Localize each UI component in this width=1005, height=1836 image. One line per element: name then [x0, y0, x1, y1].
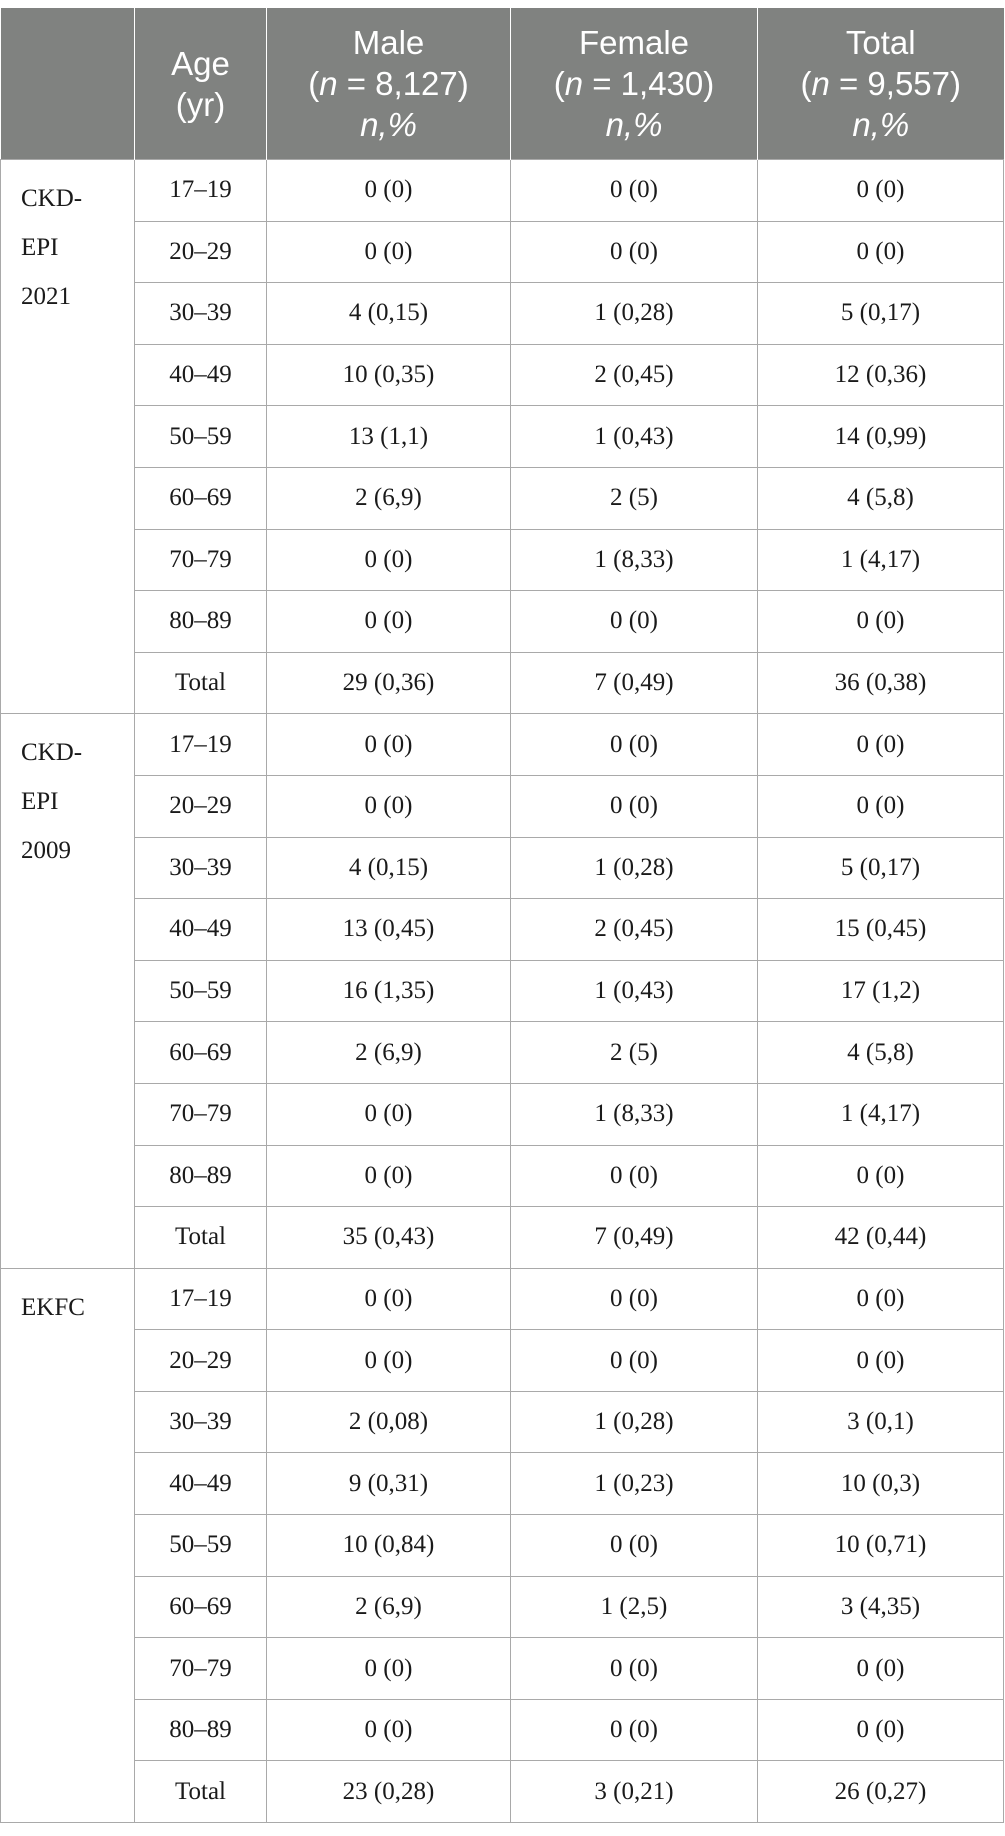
method-label-line: EKFC	[21, 1293, 85, 1321]
total-cell: 3 (0,1)	[758, 1391, 1004, 1453]
header-method	[1, 8, 135, 160]
header-female-n: (n = 1,430)	[553, 65, 715, 102]
method-cell	[1, 160, 135, 714]
age-cell: 17–19	[135, 1268, 267, 1330]
female-cell: 2 (0,45)	[511, 899, 758, 961]
table-row	[1, 1391, 1004, 1453]
table-row	[1, 652, 1004, 714]
header-total	[758, 8, 1004, 160]
table-row	[1, 1515, 1004, 1577]
total-cell: 1 (4,17)	[758, 529, 1004, 591]
female-cell: 1 (0,23)	[511, 1453, 758, 1515]
header-total-n: (n = 9,557)	[800, 65, 962, 102]
total-cell: 1 (4,17)	[758, 1083, 1004, 1145]
female-cell: 0 (0)	[511, 1268, 758, 1330]
age-cell: 30–39	[135, 837, 267, 899]
age-cell: 17–19	[135, 714, 267, 776]
male-cell: 0 (0)	[267, 1330, 511, 1392]
female-cell: 7 (0,49)	[511, 652, 758, 714]
male-cell: 35 (0,43)	[267, 1207, 511, 1269]
table-row	[1, 221, 1004, 283]
total-cell: 14 (0,99)	[758, 406, 1004, 468]
table-row	[1, 1268, 1004, 1330]
female-cell: 1 (2,5)	[511, 1576, 758, 1638]
female-cell: 0 (0)	[511, 714, 758, 776]
male-cell: 0 (0)	[267, 1699, 511, 1761]
age-cell: 30–39	[135, 283, 267, 345]
age-cell: Total	[135, 1207, 267, 1269]
male-cell: 0 (0)	[267, 1638, 511, 1700]
male-cell: 2 (0,08)	[267, 1391, 511, 1453]
male-cell: 0 (0)	[267, 160, 511, 222]
header-age-line2: (yr)	[175, 85, 226, 123]
table-row	[1, 1453, 1004, 1515]
male-cell: 2 (6,9)	[267, 467, 511, 529]
header-male	[267, 8, 511, 160]
male-cell: 0 (0)	[267, 591, 511, 653]
total-cell: 12 (0,36)	[758, 344, 1004, 406]
male-cell: 2 (6,9)	[267, 1022, 511, 1084]
age-cell: 40–49	[135, 899, 267, 961]
male-cell: 16 (1,35)	[267, 960, 511, 1022]
total-cell: 42 (0,44)	[758, 1207, 1004, 1269]
header-female	[511, 8, 758, 160]
age-cell: 70–79	[135, 529, 267, 591]
male-cell: 0 (0)	[267, 775, 511, 837]
age-cell: 60–69	[135, 1022, 267, 1084]
total-cell: 10 (0,3)	[758, 1453, 1004, 1515]
female-cell: 7 (0,49)	[511, 1207, 758, 1269]
age-cell: 60–69	[135, 467, 267, 529]
header-female-label: Female	[578, 24, 690, 61]
female-cell: 1 (0,43)	[511, 406, 758, 468]
male-cell: 0 (0)	[267, 529, 511, 591]
female-cell: 0 (0)	[511, 1638, 758, 1700]
table-row	[1, 591, 1004, 653]
age-cell: 17–19	[135, 160, 267, 222]
age-cell: 20–29	[135, 1330, 267, 1392]
male-cell: 2 (6,9)	[267, 1576, 511, 1638]
male-cell: 4 (0,15)	[267, 837, 511, 899]
male-cell: 23 (0,28)	[267, 1761, 511, 1823]
total-cell: 0 (0)	[758, 591, 1004, 653]
age-cell: Total	[135, 652, 267, 714]
male-cell: 0 (0)	[267, 1083, 511, 1145]
age-cell: 70–79	[135, 1638, 267, 1700]
table-row	[1, 160, 1004, 222]
total-cell: 36 (0,38)	[758, 652, 1004, 714]
table-row	[1, 283, 1004, 345]
female-cell: 1 (0,43)	[511, 960, 758, 1022]
table-row	[1, 837, 1004, 899]
female-cell: 0 (0)	[511, 1699, 758, 1761]
male-cell: 4 (0,15)	[267, 283, 511, 345]
male-cell: 0 (0)	[267, 1268, 511, 1330]
header-male-unit: n,%	[360, 106, 417, 143]
female-cell: 0 (0)	[511, 1330, 758, 1392]
male-cell: 0 (0)	[267, 714, 511, 776]
age-cell: 50–59	[135, 960, 267, 1022]
table-row	[1, 899, 1004, 961]
table-row	[1, 960, 1004, 1022]
female-cell: 1 (8,33)	[511, 529, 758, 591]
male-cell: 0 (0)	[267, 221, 511, 283]
table-row	[1, 1145, 1004, 1207]
total-cell: 3 (4,35)	[758, 1576, 1004, 1638]
table-body	[1, 160, 1004, 1823]
table-row	[1, 1576, 1004, 1638]
male-cell: 10 (0,84)	[267, 1515, 511, 1577]
total-cell: 0 (0)	[758, 775, 1004, 837]
female-cell: 0 (0)	[511, 221, 758, 283]
method-cell	[1, 1268, 135, 1822]
total-cell: 5 (0,17)	[758, 837, 1004, 899]
total-cell: 4 (5,8)	[758, 467, 1004, 529]
male-cell: 13 (1,1)	[267, 406, 511, 468]
total-cell: 5 (0,17)	[758, 283, 1004, 345]
female-cell: 2 (0,45)	[511, 344, 758, 406]
table-row	[1, 344, 1004, 406]
total-cell: 0 (0)	[758, 221, 1004, 283]
age-cell: 40–49	[135, 344, 267, 406]
table-row	[1, 529, 1004, 591]
header-age	[135, 8, 267, 160]
data-table	[0, 8, 1004, 1823]
table-row	[1, 1207, 1004, 1269]
male-cell: 29 (0,36)	[267, 652, 511, 714]
age-cell: 50–59	[135, 406, 267, 468]
total-cell: 0 (0)	[758, 1268, 1004, 1330]
female-cell: 0 (0)	[511, 591, 758, 653]
total-cell: 4 (5,8)	[758, 1022, 1004, 1084]
age-cell: 60–69	[135, 1576, 267, 1638]
table-row	[1, 1699, 1004, 1761]
male-cell: 10 (0,35)	[267, 344, 511, 406]
female-cell: 0 (0)	[511, 160, 758, 222]
female-cell: 1 (0,28)	[511, 837, 758, 899]
age-cell: 50–59	[135, 1515, 267, 1577]
female-cell: 2 (5)	[511, 467, 758, 529]
header-total-label: Total	[845, 24, 916, 61]
total-cell: 0 (0)	[758, 160, 1004, 222]
table-row	[1, 406, 1004, 468]
age-cell: 30–39	[135, 1391, 267, 1453]
header-age-line1: Age	[171, 44, 230, 82]
table-row	[1, 1330, 1004, 1392]
table-row	[1, 1083, 1004, 1145]
female-cell: 0 (0)	[511, 1145, 758, 1207]
female-cell: 3 (0,21)	[511, 1761, 758, 1823]
male-cell: 0 (0)	[267, 1145, 511, 1207]
total-cell: 0 (0)	[758, 1145, 1004, 1207]
method-label-line: EPI	[21, 234, 59, 261]
total-cell: 0 (0)	[758, 714, 1004, 776]
female-cell: 0 (0)	[511, 775, 758, 837]
table-row	[1, 1638, 1004, 1700]
age-cell: 80–89	[135, 1145, 267, 1207]
total-cell: 10 (0,71)	[758, 1515, 1004, 1577]
total-cell: 15 (0,45)	[758, 899, 1004, 961]
total-cell: 0 (0)	[758, 1699, 1004, 1761]
female-cell: 0 (0)	[511, 1515, 758, 1577]
header-male-n: (n = 8,127)	[308, 65, 469, 102]
female-cell: 1 (8,33)	[511, 1083, 758, 1145]
table-row	[1, 1022, 1004, 1084]
method-label-line: CKD-	[21, 739, 83, 767]
female-cell: 1 (0,28)	[511, 283, 758, 345]
male-cell: 9 (0,31)	[267, 1453, 511, 1515]
age-cell: 70–79	[135, 1083, 267, 1145]
age-cell: 20–29	[135, 775, 267, 837]
male-cell: 13 (0,45)	[267, 899, 511, 961]
age-cell: 80–89	[135, 1699, 267, 1761]
total-cell: 0 (0)	[758, 1330, 1004, 1392]
table-row	[1, 467, 1004, 529]
female-cell: 1 (0,28)	[511, 1391, 758, 1453]
header-female-unit: n,%	[605, 106, 663, 143]
total-cell: 0 (0)	[758, 1638, 1004, 1700]
total-cell: 26 (0,27)	[758, 1761, 1004, 1823]
method-cell	[1, 714, 135, 1268]
table-header	[1, 8, 1004, 160]
method-label-line: 2021	[21, 283, 71, 310]
header-row	[1, 8, 1004, 160]
header-male-label: Male	[352, 24, 425, 61]
age-cell: 80–89	[135, 591, 267, 653]
age-cell: 40–49	[135, 1453, 267, 1515]
total-cell: 17 (1,2)	[758, 960, 1004, 1022]
table-row	[1, 714, 1004, 776]
method-label-line: 2009	[21, 837, 71, 865]
method-label-line: CKD-	[21, 185, 83, 212]
age-cell: 20–29	[135, 221, 267, 283]
method-label-line: EPI	[21, 788, 59, 816]
age-cell: Total	[135, 1761, 267, 1823]
table-row	[1, 1761, 1004, 1823]
header-total-unit: n,%	[852, 106, 910, 143]
table-row	[1, 775, 1004, 837]
female-cell: 2 (5)	[511, 1022, 758, 1084]
